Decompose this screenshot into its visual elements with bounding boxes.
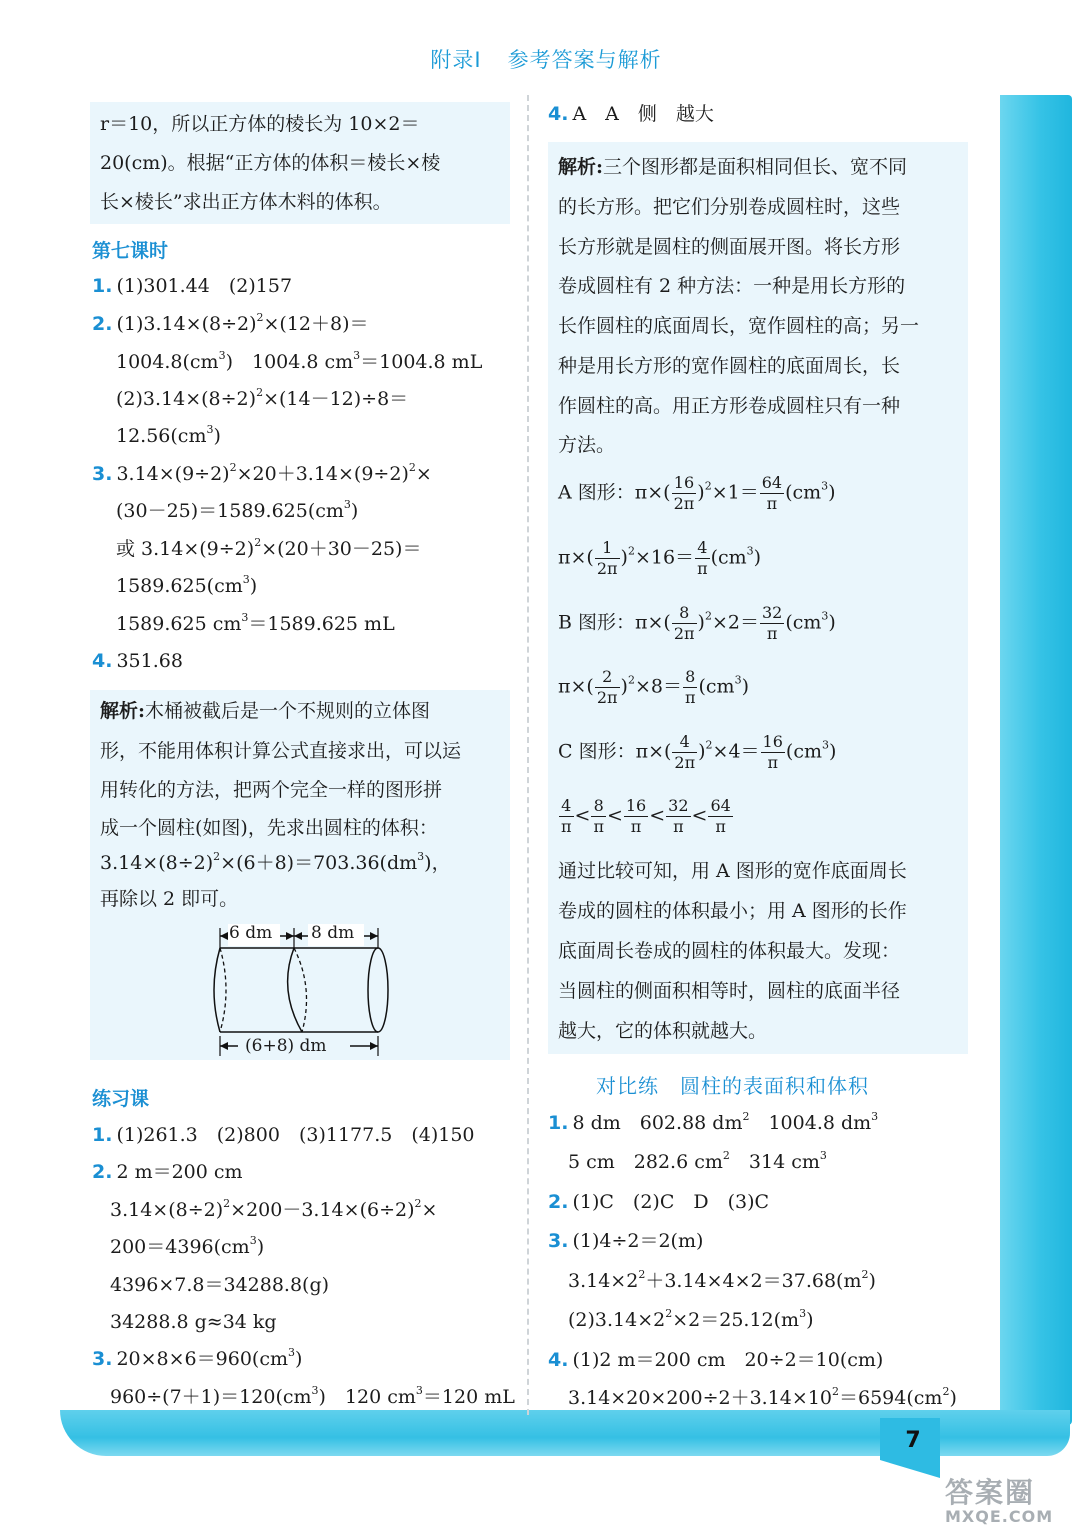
left-analysis-line6: 再除以 2 即可。 bbox=[100, 888, 239, 910]
formula-b1: B 图形：π×( $\frac{8}{2\pi}$ )$^2$×2＝ $\frac{32}{\pi}$ $(cm^3)$ bbox=[558, 603, 836, 643]
watermark-logo bbox=[945, 1478, 1085, 1530]
fraction: $\frac{8}{\pi}$ bbox=[684, 667, 696, 707]
practice-q2-line5: 34288.8 g≈34 kg bbox=[110, 1311, 277, 1333]
fraction: $\frac{16}{\pi}$ bbox=[625, 796, 647, 836]
header-appendix: 附录Ⅰ bbox=[430, 48, 482, 72]
left-analysis-line1: 解析:木桶被截后是一个不规则的立体图 bbox=[100, 700, 431, 722]
cp-q4-line2: $3.14\times 20\times 200\div 2+3.14\times 10^2=6594(cm^2)$ bbox=[568, 1385, 957, 1409]
fraction: $\frac{1}{2\pi}$ bbox=[596, 538, 618, 578]
left-analysis-line5: $3.14\times(8\div 2)^2\times(6+8)=703.36(dm^3)$， bbox=[100, 850, 451, 874]
formula-a2: π×( $\frac{1}{2\pi}$ )$^2$×16＝ $\frac{4}{\pi}$ $(cm^3)$ bbox=[558, 538, 762, 578]
intro-line-2: 20(cm)。根据“正方体的体积＝棱长×棱 bbox=[100, 152, 441, 174]
right-analysis-line4: 卷成圆柱有 2 种方法：一种是用长方形的 bbox=[558, 275, 906, 297]
intro-line-3: 长×棱长”求出正方体木料的体积。 bbox=[100, 191, 392, 213]
left-analysis-line2: 形，不能用体积计算公式直接求出，可以运 bbox=[100, 740, 462, 762]
right-analysis-line5: 长作圆柱的底面周长，宽作圆柱的高；另一 bbox=[558, 315, 920, 337]
conclusion-line1: 通过比较可知，用 A 图形的宽作底面周长 bbox=[558, 860, 907, 882]
fraction: $\frac{16}{2\pi}$ bbox=[673, 473, 695, 513]
l7-q3-line1: 3. $3.14\times(9\div 2)^2\times 20+3.14\times(9\div 2)^2\times$ bbox=[92, 461, 432, 485]
conclusion-line5: 越大，它的体积就越大。 bbox=[558, 1020, 768, 1042]
fraction: $\frac{4}{2\pi}$ bbox=[674, 732, 696, 772]
right-edge-band bbox=[1000, 95, 1072, 1425]
diagram-label-6dm: 6 dm bbox=[229, 923, 273, 943]
l7-q1: 1. (1)301.44 (2)157 bbox=[92, 275, 293, 297]
l7-q2-line2: $1004.8(cm^3)$ 1004.8 $cm^3=1004.8$ mL bbox=[116, 349, 483, 373]
right-analysis-line3: 长方形就是圆柱的侧面展开图。将长方形 bbox=[558, 236, 901, 258]
fraction: $\frac{8}{\pi}$ bbox=[593, 796, 604, 836]
page-header bbox=[0, 44, 1092, 74]
cp-q3-line1: 3. (1)4÷2＝2(m) bbox=[548, 1230, 704, 1252]
right-analysis-line7: 作圆柱的高。用正方形卷成圆柱只有一种 bbox=[558, 395, 901, 417]
header-title: 参考答案与解析 bbox=[507, 48, 662, 72]
practice-q2-line2: $3.14\times(8\div 2)^2\times 200-3.14\times(6\div 2)^2\times$ bbox=[110, 1197, 438, 1221]
practice-q3-line1: 3. $20\times 8\times 6=960(cm^3)$ bbox=[92, 1346, 303, 1370]
formula-a1: A 图形：π×( $\frac{16}{2\pi}$ )$^2$×1＝ $\frac{64}{\pi}$ $(cm^3)$ bbox=[558, 473, 836, 513]
fraction: $\frac{4}{\pi}$ bbox=[561, 796, 572, 836]
l7-q2-line1: 2. $(1)3.14\times(8\div 2)^2\times(12+8)=$ bbox=[92, 311, 369, 335]
l7-q3-line3: 或 $3.14\times(9\div 2)^2\times(20+30-25)=$ bbox=[116, 536, 422, 560]
practice-q3-line2: $960\div(7+1)=120(cm^3)$ 120 $cm^3=120$ mL bbox=[110, 1384, 515, 1408]
cp-q1-line1: 1. 8 dm 602.88 $dm^2$ 1004.8 $dm^3$ bbox=[548, 1110, 879, 1134]
l7-q4: 4. 351.68 bbox=[92, 650, 183, 672]
left-analysis-line4: 成一个圆柱(如图)，先求出圆柱的体积： bbox=[100, 817, 438, 839]
right-analysis-line2: 的长方形。把它们分别卷成圆柱时，这些 bbox=[558, 196, 901, 218]
fraction-comparison: $\frac{4}{\pi}$ < $\frac{8}{\pi}$ < $\frac{16}{\pi}$ < $\frac{32}{\pi}$ < $\frac{64}{\pi}$ bbox=[561, 796, 731, 836]
diagram-label-8dm: 8 dm bbox=[311, 923, 355, 943]
cp-q3-line3: $(2)3.14\times 2^2\times 2=25.12(m^3)$ bbox=[568, 1307, 814, 1331]
l7-q2-line4: $12.56(cm^3)$ bbox=[116, 423, 221, 447]
fraction: $\frac{32}{\pi}$ bbox=[761, 603, 783, 643]
watermark-url: MXQE.COM bbox=[945, 1507, 1054, 1526]
right-analysis-line1: 解析:三个图形都是面积相同但长、宽不同 bbox=[558, 156, 908, 178]
page-number: 7 bbox=[905, 1428, 921, 1453]
right-q4: 4. A A 侧 越大 bbox=[548, 103, 714, 125]
fraction: $\frac{2}{2\pi}$ bbox=[596, 667, 618, 707]
diagram-label-total: (6+8) dm bbox=[245, 1036, 327, 1056]
right-analysis-line8: 方法。 bbox=[558, 434, 616, 456]
practice-q2-line3: $200=4396(cm^3)$ bbox=[110, 1234, 265, 1258]
fraction: $\frac{8}{2\pi}$ bbox=[673, 603, 695, 643]
conclusion-line3: 底面周长卷成的圆柱的体积最大。发现： bbox=[558, 940, 901, 962]
cp-q1-line2: 5 cm 282.6 $cm^2$ 314 $cm^3$ bbox=[568, 1149, 827, 1173]
l7-q3-line2: $(30-25)=1589.625(cm^3)$ bbox=[116, 498, 359, 522]
conclusion-line2: 卷成的圆柱的体积最小；用 A 图形的长作 bbox=[558, 900, 907, 922]
column-divider bbox=[527, 95, 529, 1415]
cp-q2: 2. (1)C (2)C D (3)C bbox=[548, 1191, 770, 1213]
l7-q2-line3: $(2)3.14\times(8\div 2)^2\times(14-12)\div 8=$ bbox=[116, 386, 409, 410]
lesson7-title: 第七课时 bbox=[92, 240, 169, 262]
fraction: $\frac{16}{\pi}$ bbox=[762, 732, 783, 772]
fraction: $\frac{64}{\pi}$ bbox=[761, 473, 783, 513]
practice-q2-line4: 4396×7.8＝34288.8(g) bbox=[110, 1274, 330, 1296]
l7-q3-line4: $1589.625(cm^3)$ bbox=[116, 573, 258, 597]
practice-q1: 1. (1)261.3 (2)800 (3)1177.5 (4)150 bbox=[92, 1124, 475, 1146]
conclusion-line4: 当圆柱的侧面积相等时，圆柱的底面半径 bbox=[558, 980, 901, 1002]
formula-b2: π×( $\frac{2}{2\pi}$ )$^2$×8＝ $\frac{8}{\pi}$ $(cm^3)$ bbox=[558, 667, 749, 707]
left-analysis-line3: 用转化的方法，把两个完全一样的图形拼 bbox=[100, 779, 443, 801]
practice-title: 练习课 bbox=[92, 1088, 150, 1110]
l7-q3-line5: 1589.625 $cm^3=1589.625$ mL bbox=[116, 611, 395, 635]
watermark-text: 答案圈 bbox=[945, 1476, 1036, 1509]
cp-q3-line2: $3.14\times 2^2+3.14\times 4\times 2=37.68(m^2)$ bbox=[568, 1268, 876, 1292]
fraction: $\frac{64}{\pi}$ bbox=[710, 796, 731, 836]
fraction: $\frac{32}{\pi}$ bbox=[668, 796, 689, 836]
intro-line-1: r＝10，所以正方体的棱长为 10×2＝ bbox=[100, 113, 420, 135]
cp-q4-line1: 4. (1)2 m＝200 cm 20÷2＝10(cm) bbox=[548, 1349, 884, 1371]
right-analysis-line6: 种是用长方形的宽作圆柱的底面周长，长 bbox=[558, 355, 901, 377]
formula-c1: C 图形：π×( $\frac{4}{2\pi}$ )$^2$×4＝ $\frac{16}{\pi}$ $(cm^3)$ bbox=[558, 732, 837, 772]
practice-q2-line1: 2. 2 m＝200 cm bbox=[92, 1161, 243, 1183]
fraction: $\frac{4}{\pi}$ bbox=[697, 538, 708, 578]
compare-practice-title: 对比练 圆柱的表面积和体积 bbox=[596, 1074, 869, 1098]
